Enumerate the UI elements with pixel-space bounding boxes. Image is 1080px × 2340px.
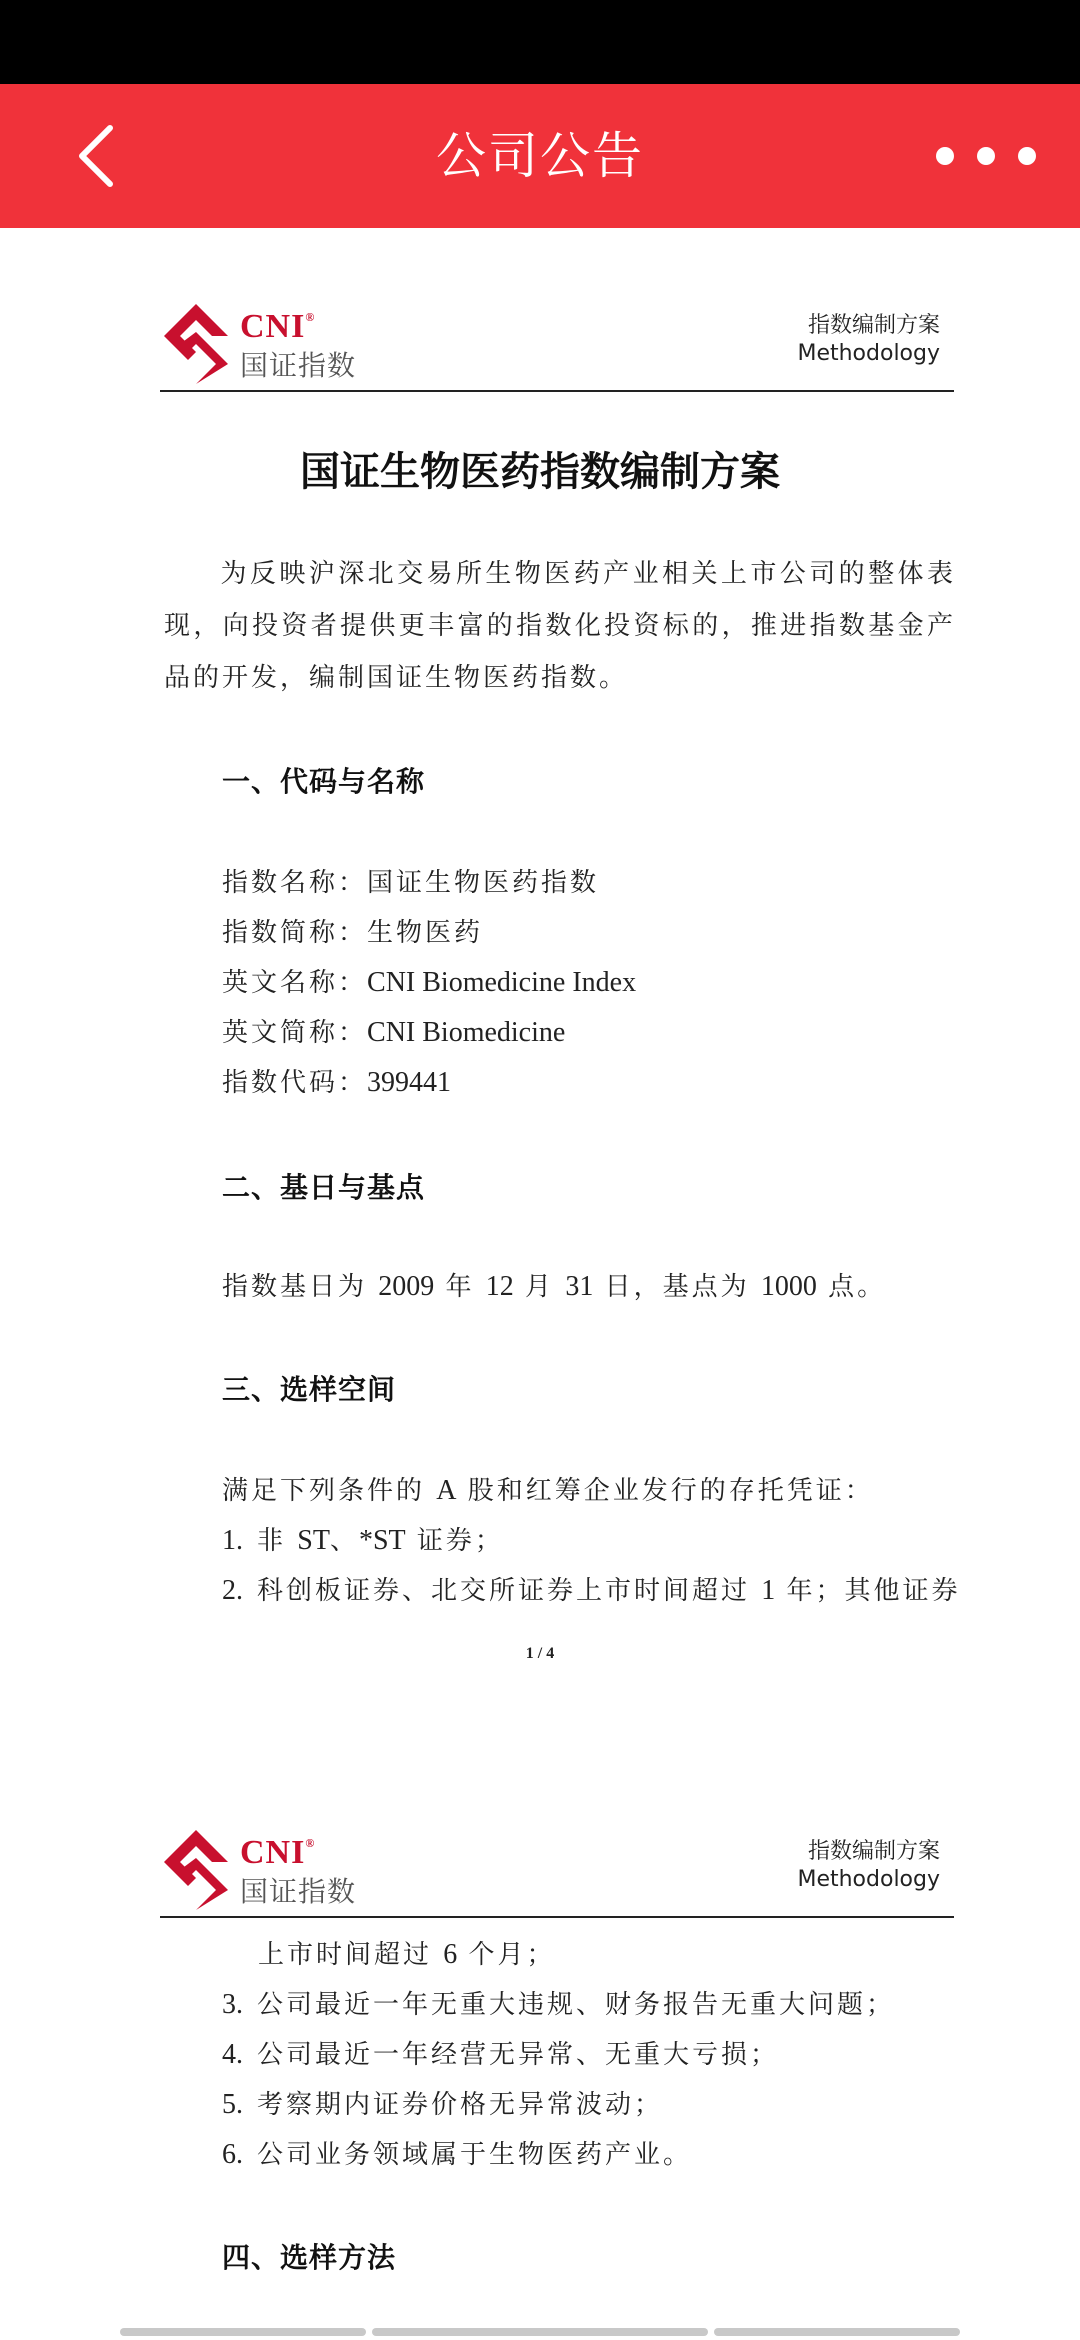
section-heading-4: 四、选样方法 (222, 2241, 397, 2274)
page-title: 公司公告 (436, 127, 644, 185)
chevron-left-icon (76, 124, 116, 188)
index-name-row: 指数名称：国证生物医药指数 (222, 868, 600, 898)
intro-paragraph (164, 548, 956, 704)
cni-logo (160, 300, 360, 390)
more-options-button[interactable] (936, 132, 1036, 180)
more-dot-icon (936, 147, 954, 165)
page-number: 1 / 4 (525, 1645, 555, 1662)
document-title: 国证生物医药指数编制方案 (300, 448, 780, 495)
index-short-row: 指数简称：生物医药 (222, 918, 484, 948)
english-short-row: 英文简称：CNI Biomedicine (222, 1017, 566, 1048)
cni-logo (160, 1826, 360, 1916)
cni-logo-icon (160, 1826, 232, 1910)
base-date-text: 指数基日为 2009 年 12 月 31 日，基点为 1000 点。 (222, 1271, 887, 1302)
criterion-1: 1. 非 ST、*ST 证券； (222, 1525, 504, 1556)
english-name-row: 英文名称：CNI Biomedicine Index (222, 967, 637, 998)
logo-registered-mark: ® (305, 310, 316, 324)
status-bar (0, 0, 1080, 84)
methodology-en: Methodology (797, 1867, 940, 1892)
section-heading-1: 一、代码与名称 (222, 765, 426, 798)
page-indicator-bar (372, 2328, 708, 2336)
section-heading-3: 三、选样空间 (222, 1373, 397, 1406)
index-code-row: 指数代码：399441 (222, 1067, 452, 1098)
intro-text: 为反映沪深北交易所生物医药产业相关上市公司的整体表现，向投资者提供更丰富的指数化投资标的，推进指数基金产品的开发，编制国证生物医药指数。 (164, 559, 956, 693)
methodology-label (797, 1838, 940, 1894)
doc-page-header (160, 1826, 954, 1918)
methodology-label (797, 312, 940, 368)
page-indicator-bar (714, 2328, 960, 2336)
methodology-en: Methodology (797, 341, 940, 366)
logo-text-cni: CNI (240, 308, 306, 345)
criterion-4: 4. 公司最近一年经营无异常、无重大亏损； (222, 2039, 780, 2070)
logo-text-cni: CNI (240, 1834, 306, 1871)
more-dot-icon (1018, 147, 1036, 165)
cni-logo-icon (160, 300, 232, 384)
criterion-6: 6. 公司业务领域属于生物医药产业。 (222, 2139, 693, 2170)
methodology-cn: 指数编制方案 (807, 313, 940, 338)
back-button[interactable] (60, 120, 132, 192)
space-text: 满足下列条件的 A 股和红筹企业发行的存托凭证： (222, 1475, 874, 1506)
logo-text-cn: 国证指数 (240, 349, 357, 382)
criterion-2: 2. 科创板证券、北交所证券上市时间超过 1 年；其他证券 (222, 1575, 961, 1606)
criterion-3: 3. 公司最近一年无重大违规、财务报告无重大问题； (222, 1989, 896, 2020)
nav-bar (0, 84, 1080, 228)
page-indicator-bar (120, 2328, 366, 2336)
logo-registered-mark: ® (305, 1836, 316, 1850)
section-heading-2: 二、基日与基点 (222, 1171, 426, 1204)
criterion-2-continued: 上市时间超过 6 个月； (258, 1939, 556, 1970)
more-dot-icon (977, 147, 995, 165)
logo-text-cn: 国证指数 (240, 1875, 357, 1908)
criterion-5: 5. 考察期内证券价格无异常波动； (222, 2089, 664, 2120)
doc-page-header (160, 300, 954, 392)
methodology-cn: 指数编制方案 (807, 1839, 940, 1864)
